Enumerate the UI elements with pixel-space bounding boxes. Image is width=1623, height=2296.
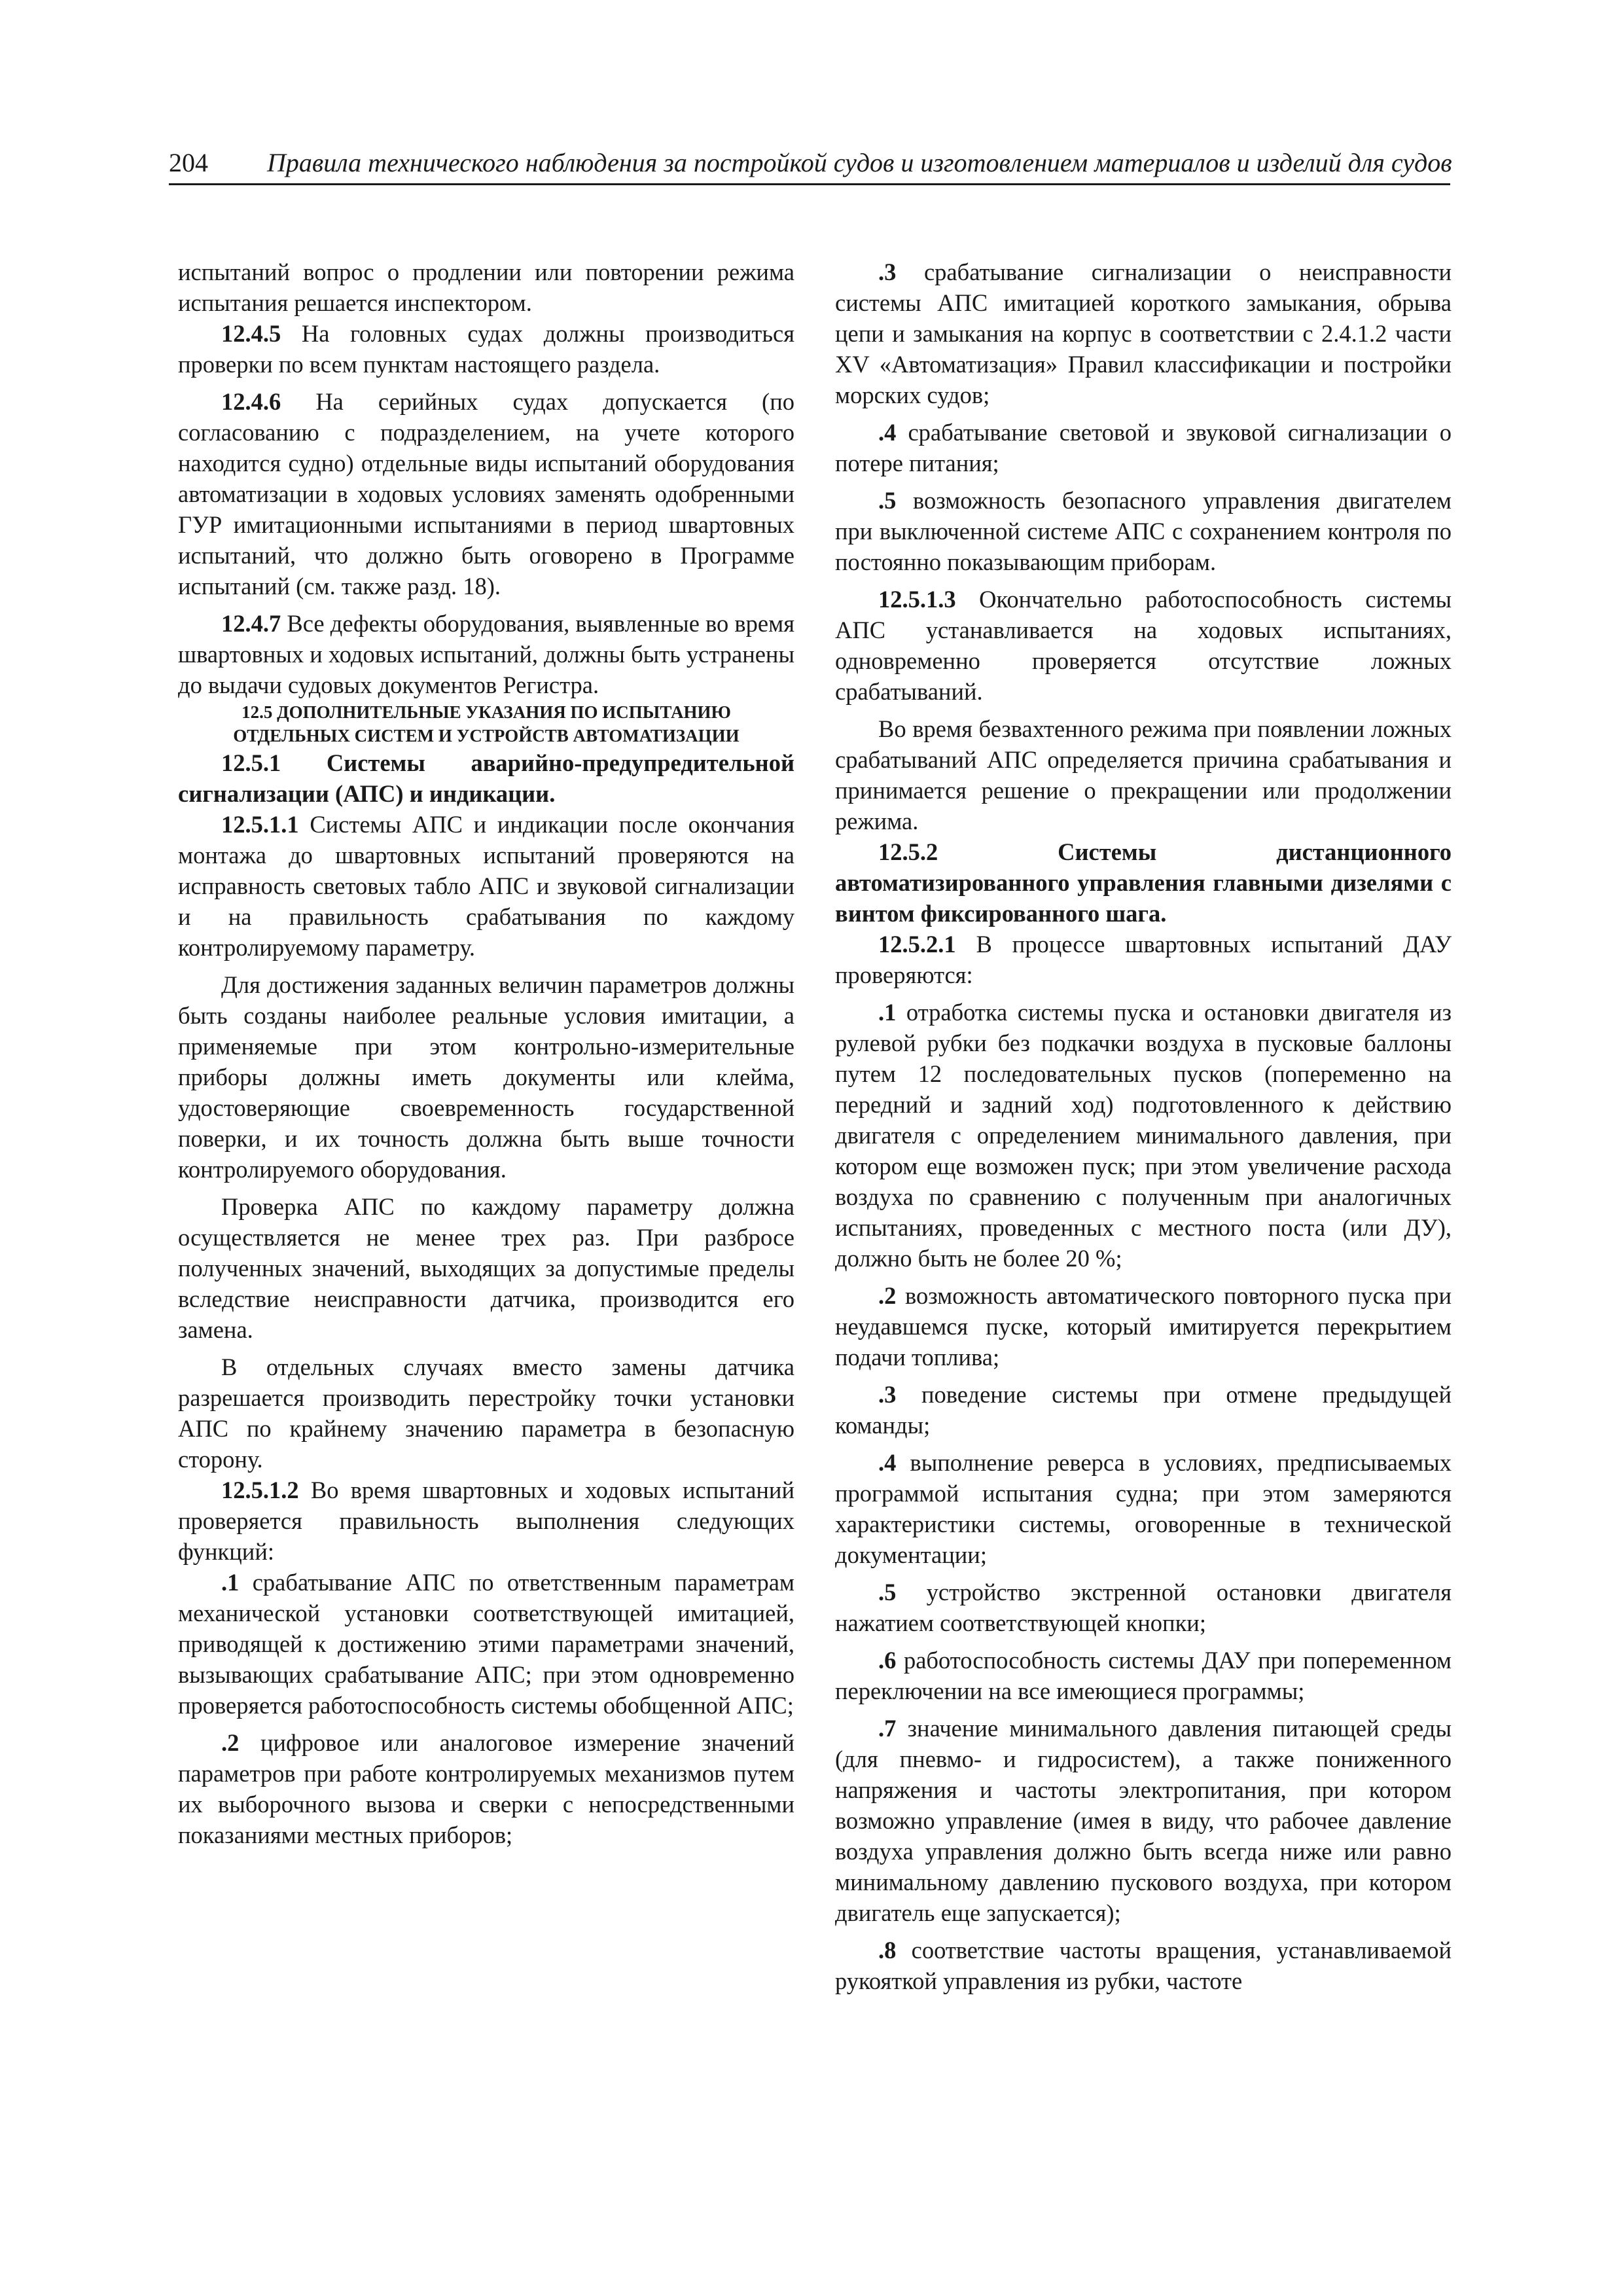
item-text: цифровое или аналоговое измерение значений параметров при работе контролируемых механизмов путем их выборочного вызова и сверки с непосредственными показаниями местных приборов; [178,1729,794,1848]
item-text: возможность автоматического повторного пуска при неудавшемся пуске, который имитируется перекрытием подачи топлива; [835,1282,1452,1371]
item-number: .3 [878,1381,897,1408]
list-item [835,997,1452,1274]
section-title-line: ОТДЕЛЬНЫХ СИСТЕМ И УСТРОЙСТВ АВТОМАТИЗАЦИИ [233,726,740,745]
item-number: .4 [878,1449,897,1476]
item-text: возможность безопасного управления двигателем при выключенной системе АПС с сохранением контроля по постоянно показывающим приборам. [835,487,1452,575]
list-item [835,485,1452,577]
list-item [835,1713,1452,1928]
paragraph-text: На головных судах должны производиться проверки по всем пунктам настоящего раздела. [178,320,794,378]
item-number: .5 [878,487,897,514]
list-item [178,1567,794,1721]
item-number: .6 [878,1647,897,1674]
paragraph-text: Во время швартовных и ходовых испытаний проверяется правильность выполнения следующих функций: [178,1477,794,1565]
paragraph-text: Все дефекты оборудования, выявленные во время швартовных и ходовых испытаний, должны быть устранены до выдачи судовых документов Регистра. [178,610,794,698]
paragraph [178,1475,794,1567]
clause-number: 12.4.5 [221,320,281,347]
paragraph: испытаний вопрос о продлении или повторении режима испытания решается инспектором. [178,259,794,316]
list-item [178,1727,794,1850]
section-title-line: 12.5 ДОПОЛНИТЕЛЬНЫЕ УКАЗАНИЯ ПО ИСПЫТАНИЮ [241,702,731,722]
right-column [835,257,1452,1996]
paragraph [178,809,794,963]
item-text: значение минимального давления питающей среды (для пневмо- и гидросистем), а также пониженного напряжения и частоты электропитания, при котором возможно управление (имея в виду, что рабочее давление воздуха управления должно быть всегда ниже или равно минимальному давлению пускового воздуха, при котором двигатель еще запускается); [835,1715,1452,1926]
paragraph [178,386,794,601]
paragraph-text: Окончательно работоспособность системы АПС устанавливается на ходовых испытаниях, одновременно проверяется отсутствие ложных срабатываний. [835,586,1452,705]
list-item [835,257,1452,410]
item-number: .3 [878,259,897,285]
section-title [178,700,794,747]
clause-number: 12.5.2.1 [878,931,956,958]
item-number: .8 [878,1937,897,1964]
item-number: .1 [878,999,897,1026]
item-text: поведение системы при отмене предыдущей команды; [835,1381,1452,1439]
paragraph-text: В процессе швартовных испытаний ДАУ проверяются: [835,931,1452,988]
item-text: отработка системы пуска и остановки двигателя из рулевой рубки без подкачки воздуха в пусковые баллоны путем 12 последовательных пусков (попеременно на передний и задний ход) подготовленного к действию двигателя с определением минимального давления, при котором еще возможен пуск; при этом увеличение расхода воздуха по сравнению с полученным при аналогичных испытаниях, проведенных с местного поста (или ДУ), должно быть не более 20 %; [835,999,1452,1272]
list-item [835,1935,1452,1996]
item-text: срабатывание световой и звуковой сигнализации о потере питания; [835,419,1452,476]
paragraph-text: На серийных судах допускается (по согласованию с подразделением, на учете которого находится судно) отдельные виды испытаний оборудования автоматизации в ходовых условиях заменять одобренными ГУР имитационными испытаниями в период швартовных испытаний, что должно быть оговорено в Программе испытаний (см. также разд. 18). [178,388,794,600]
item-number: .1 [221,1569,240,1596]
clause-number: 12.4.7 [221,610,281,637]
list-item [835,1379,1452,1441]
paragraph: В отдельных случаях вместо замены датчика разрешается производить перестройку точки установки АПС по крайнему значению параметра в безопасную сторону. [178,1354,794,1473]
running-header [169,145,1450,185]
paragraph [178,318,794,380]
item-text: соответствие частоты вращения, устанавливаемой рукояткой управления из рубки, частоте [835,1937,1452,1994]
item-text: устройство экстренной остановки двигателя нажатием соответствующей кнопки; [835,1579,1452,1636]
list-item [835,417,1452,478]
paragraph [835,929,1452,990]
left-column [178,257,794,1850]
list-item [835,1577,1452,1638]
list-item [835,1280,1452,1372]
item-number: .7 [878,1715,897,1742]
item-text: работоспособность системы ДАУ при попеременном переключении на все имеющиеся программы; [835,1647,1452,1704]
clause-number: 12.4.6 [221,388,281,415]
paragraph [835,584,1452,707]
clause-number: 12.5.1.1 [221,811,299,838]
paragraph [178,608,794,700]
list-item [835,1645,1452,1706]
page-number: 204 [169,148,208,177]
clause-number: 12.5.1.3 [878,586,956,613]
paragraph: Проверка АПС по каждому параметру должна осуществляется не менее трех раз. При разбросе полученных значений, выходящих за допустимые пределы вследствие неисправности датчика, производится его замена. [178,1193,794,1343]
paragraph: Для достижения заданных величин параметров должны быть созданы наиболее реальные условия имитации, а применяемые при этом контрольно-измерительные приборы должны иметь документы или клейма, удостоверяющие своевременность государственной поверки, и их точность должна быть выше точности контролируемого оборудования. [178,971,794,1183]
subsection-heading: 12.5.2 Системы дистанционного автоматизированного управления главными дизелями с винтом фиксированного шага. [835,838,1452,927]
clause-number: 12.5.1.2 [221,1477,299,1503]
subsection-heading: 12.5.1 Системы аварийно-предупредительной сигнализации (АПС) и индикации. [178,749,794,807]
item-number: .5 [878,1579,897,1605]
item-text: срабатывание АПС по ответственным параметрам механической установки соответствующей имитацией, приводящей к достижению этими параметрами значений, вызывающих срабатывание АПС; при этом одновременно проверяется работоспособность системы обобщенной АПС; [178,1569,794,1719]
item-text: выполнение реверса в условиях, предписываемых программой испытания судна; при этом замеряются характеристики системы, оговоренные в технической документации; [835,1449,1452,1568]
paragraph-text: Системы АПС и индикации после окончания монтажа до швартовных испытаний проверяются на исправность световых табло АПС и звуковой сигнализации и на правильность срабатывания по каждому контролируемому параметру. [178,811,794,961]
paragraph: Во время безвахтенного режима при появлении ложных срабатываний АПС определяется причина срабатывания и принимается решение о прекращении или продолжении режима. [835,715,1452,834]
item-number: .4 [878,419,897,446]
list-item [835,1447,1452,1570]
item-text: срабатывание сигнализации о неисправности системы АПС имитацией короткого замыкания, обрыва цепи и замыкания на корпус в соответствии с 2.4.1.2 части XV «Автоматизация» Правил классификации и постройки морских судов; [835,259,1452,408]
running-title: Правила технического наблюдения за постройкой судов и изготовлением материалов и изделий для судов [267,148,1452,177]
item-number: .2 [221,1729,240,1756]
item-number: .2 [878,1282,897,1309]
